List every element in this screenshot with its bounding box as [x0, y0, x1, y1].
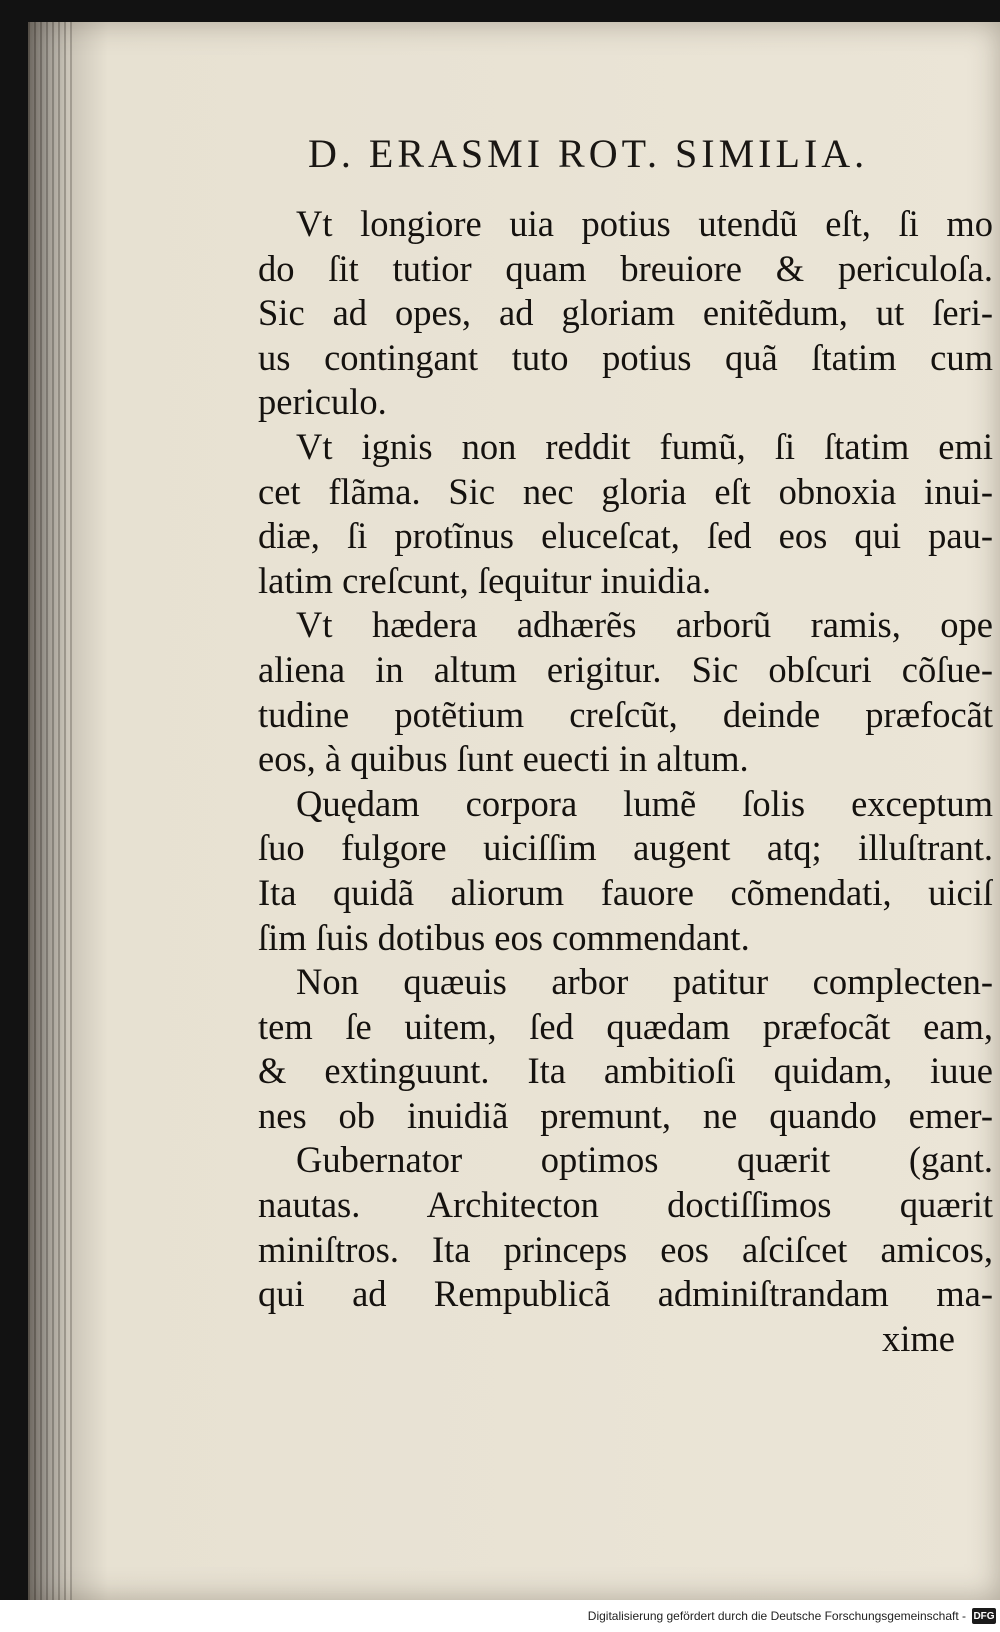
- text-line: ſuo fulgore uiciſſim augent atq; illuſtrant.: [258, 827, 993, 869]
- text-line: Quędam corpora lumẽ ſolis exceptum: [296, 782, 993, 824]
- page-edge: [28, 22, 72, 1600]
- text-line: Vt ignis non reddit fumũ, ſi ſtatim emi: [296, 425, 993, 467]
- text-line: & extinguunt. Ita ambitioſi quidam, iuue: [258, 1050, 993, 1092]
- text-line: aliena in altum erigitur. Sic obſcuri cõſue-: [258, 648, 993, 690]
- text-line: tem ſe uitem, ſed quædam præfocãt eam,: [258, 1005, 993, 1047]
- text-line: do ſit tutior quam breuiore & periculoſa.: [258, 247, 993, 289]
- dfg-logo-icon: DFG: [972, 1608, 996, 1624]
- text-line: Sic ad opes, ad gloriam enitẽdum, ut ſeri-: [258, 292, 993, 334]
- book-page: [28, 22, 1000, 1600]
- text-line: Vt longiore uia potius utendũ eſt, ſi mo: [296, 203, 993, 244]
- text-line: nautas. Architecton doctiſſimos quærit: [258, 1184, 993, 1226]
- text-line: tudine potẽtium creſcũt, deinde præfocãt: [258, 693, 993, 735]
- text-line: periculo.: [258, 381, 387, 423]
- text-line: Ita quidã aliorum fauore cõmendati, uiciſ: [258, 871, 993, 913]
- footer-credit: Digitalisierung gefördert durch die Deutsche Forschungsgemeinschaft -: [587, 1609, 966, 1623]
- text-line: diæ, ſi protĩnus eluceſcat, ſed eos qui pau-: [258, 515, 993, 557]
- text-line: nes ob inuidiã premunt, ne quando emer-: [258, 1094, 993, 1136]
- text-line: ſim ſuis dotibus eos commendant.: [258, 916, 750, 958]
- text-line: us contingant tuto potius quã ſtatim cum: [258, 336, 993, 378]
- text-line: Non quæuis arbor patitur complecten-: [296, 961, 993, 1003]
- digitization-footer: [0, 1600, 1000, 1632]
- text-line: Gubernator optimos quærit (gant.: [296, 1139, 993, 1181]
- text-line: qui ad Rempublicã adminiſtrandam ma-: [258, 1273, 993, 1315]
- page-text: [258, 202, 993, 1361]
- text-line: cet flãma. Sic nec gloria eſt obnoxia inui-: [258, 470, 993, 512]
- text-line: eos, à quibus ſunt euecti in altum.: [258, 738, 749, 780]
- running-title: D. ERASMI ROT. SIMILIA.: [308, 131, 869, 176]
- text-line: miniſtros. Ita princeps eos aſciſcet amicos,: [258, 1228, 993, 1270]
- text-line: latim creſcunt, ſequitur inuidia.: [258, 559, 712, 601]
- catchword: xime: [882, 1317, 955, 1359]
- text-line: Vt hædera adhærẽs arborũ ramis, ope: [296, 604, 993, 646]
